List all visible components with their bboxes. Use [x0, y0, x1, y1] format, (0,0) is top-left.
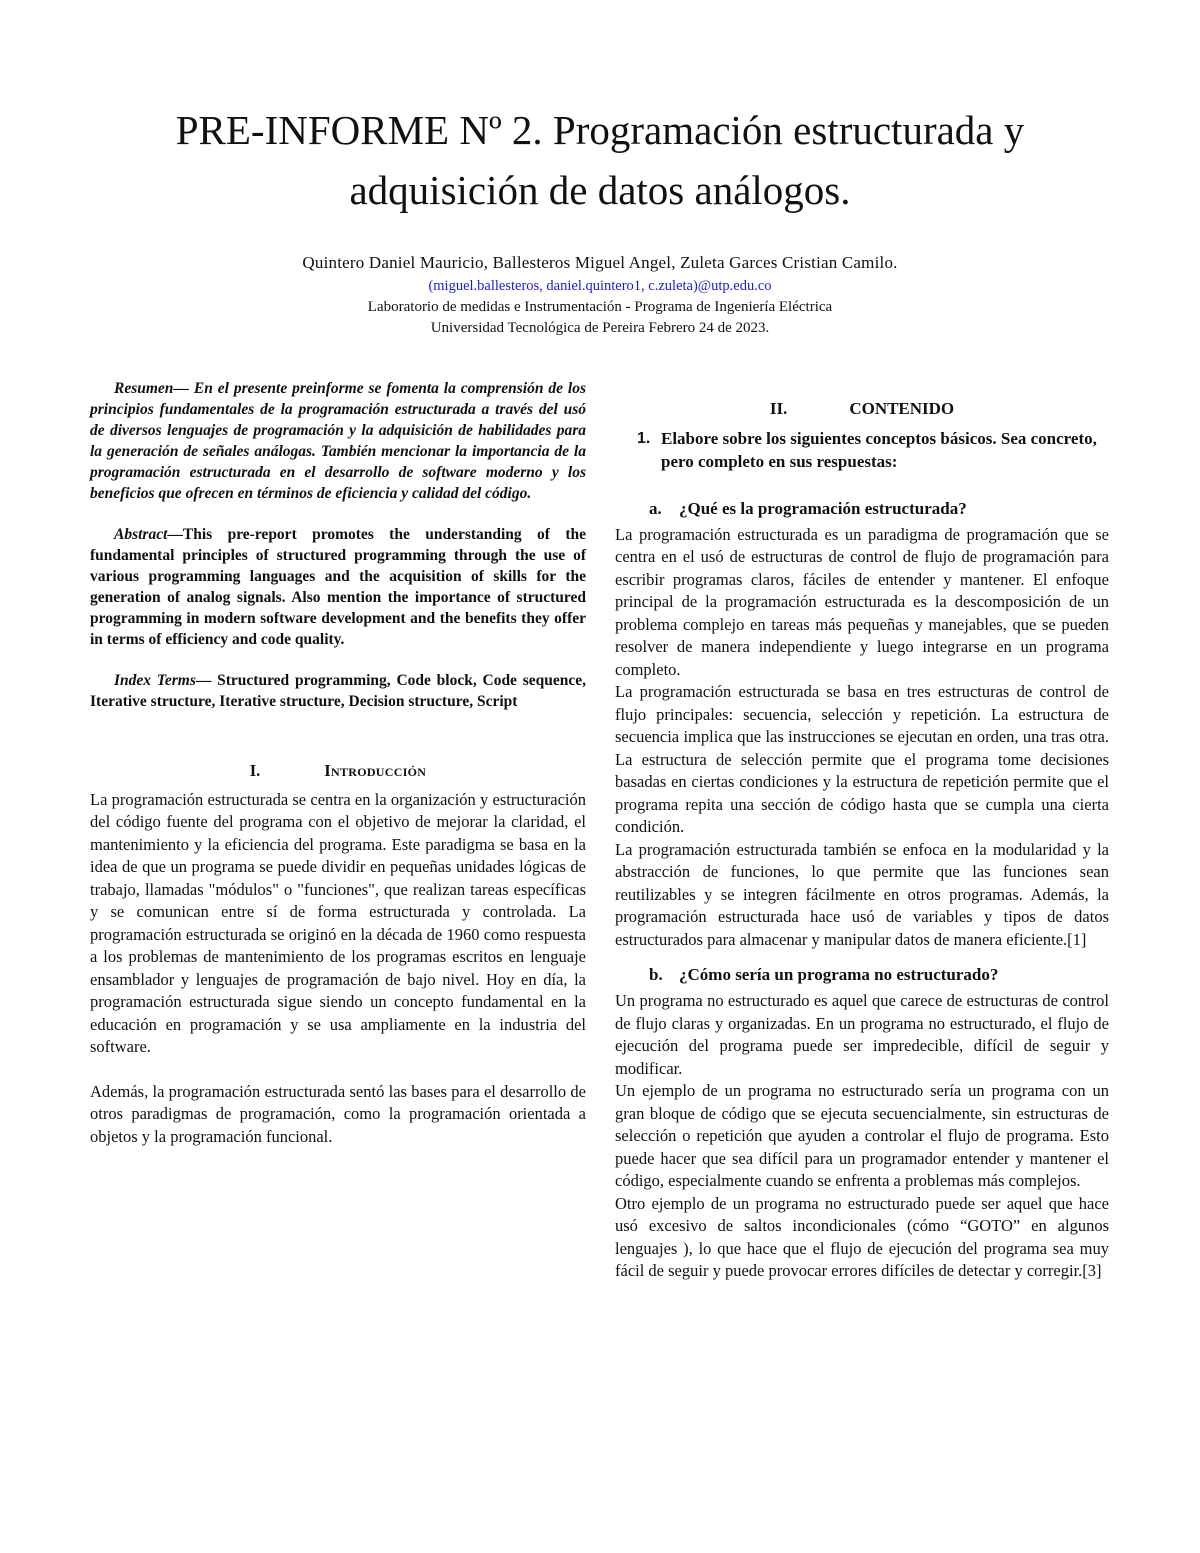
question-text: Elabore sobre los siguientes conceptos básicos. Sea concreto, pero completo en sus respuestas:: [661, 428, 1097, 471]
index-terms-text: — Structured programming, Code block, Code sequence, Iterative structure, Iterative structure, Decision structure, Script: [90, 672, 587, 710]
question-number: 1.: [637, 429, 651, 447]
university-line: Universidad Tecnológica de Pereira Febrero 24 de 2023.: [430, 320, 770, 336]
abstract-es-lead: Resumen—: [114, 380, 189, 397]
section-number: II.: [769, 399, 788, 418]
section-title: Introducción: [324, 761, 427, 780]
question-letter: a.: [649, 498, 662, 518]
intro-paragraph-1: La programación estructurada se centra en la organización y estructuración del código fuente del programa con el objetivo de mejorar la claridad, el mantenimiento y la eficiencia del programa. Este paradigma se basa en la idea de que un programa se puede dividir en pequeñas unidades lógicas de trabajo, llamadas "módulos" o "funciones", que realizan tareas específicas y se comunican entre sí de forma estructurada y controlada. La programación estructurada se originó en la década de 1960 como respuesta a los problemas de mantenimiento de los programas escritos en lenguaje ensamblador y lenguajes de programación de bajo nivel. Hoy en día, la programación estructurada sigue siendo un concepto fundamental en la educación en programación y se usa ampliamente en la industria del software.: [90, 789, 586, 1056]
question-b: [615, 963, 1109, 986]
spacer: [90, 712, 586, 760]
abstract-en-text: —This pre-report promotes the understanding of the fundamental principles of structured programming through the use of various programming languages and the acquisition of skills for the generation of analog signals. Also mention the importance of structured programming in modern software development and the benefits they offer in terms of efficiency and code quality.: [90, 526, 586, 648]
index-terms: [90, 670, 586, 712]
authors-line: Quintero Daniel Mauricio, Ballesteros Miguel Angel, Zuleta Garces Cristian Camilo.: [302, 253, 898, 272]
lab-line: Laboratorio de medidas e Instrumentación - Programa de Ingeniería Eléctrica: [367, 299, 833, 315]
left-column: [90, 378, 586, 1148]
section-heading-intro: [90, 760, 586, 783]
answer-a-paragraph-3: La programación estructurada también se enfoca en la modularidad y la abstracción de funciones, lo que permite que las funciones sean reutilizables y se integren fácilmente en otros programas. Además, la programación estructurada hace usó de variables y tipos de datos estructurados para almacenar y manipular datos de manera eficiente.[1]: [615, 839, 1109, 949]
answer-b-paragraph-2: Un ejemplo de un programa no estructurado sería un programa con un gran bloque de código que se ejecuta secuencialmente, sin estructuras de selección o repetición que ayuden a controlar el flujo de programa. Esto puede hacer que sea difícil para un programador entender y mantener el código, especialmente cuando se enfrenta a problemas más complejos.: [615, 1081, 1109, 1190]
intro-paragraph-2: Además, la programación estructurada sentó las bases para el desarrollo de otros paradigmas de programación, como la programación orientada a objetos y la programación funcional.: [90, 1081, 586, 1146]
spacer: [90, 650, 586, 670]
section-heading-contenido: [615, 398, 1109, 421]
answer-b-paragraph-1: Un programa no estructurado es aquel que carece de estructuras de control de flujo claras y organizadas. En un programa no estructurado, el flujo de ejecución del programa puede ser impredecible, difícil de seguir y modificar.: [615, 991, 1109, 1078]
title-line-2: adquisición de datos análogos.: [349, 167, 851, 213]
spacer: [90, 504, 586, 524]
answer-b-paragraph-3: Otro ejemplo de un programa no estructurado puede ser aquel que hace usó excesivo de saltos incondicionales (cómo “GOTO” en algunos lenguajes ), lo que hace que el flujo de ejecución del programa sea muy fácil de seguir y puede provocar errores difíciles de detectar y corregir.[3]: [615, 1193, 1109, 1280]
question-letter: b.: [649, 965, 663, 984]
answer-a-paragraph-1: La programación estructurada es un paradigma de programación que se centra en el usó de estructuras de control de flujo de programación para escribir programas claros, fáciles de entender y mantener. El enfoque principal de la programación estructurada es la descomposición de un problema complejo en tareas más pequeñas y manejables, que se pueden resolver de manera independiente y luego integrarse en un programa completo.: [615, 524, 1109, 679]
question-text: ¿Qué es la programación estructurada?: [679, 498, 967, 518]
page-title: [60, 100, 1140, 220]
question-1: [615, 427, 1109, 473]
question-text: ¿Cómo sería un programa no estructurado?: [679, 965, 999, 984]
question-a: [615, 497, 1109, 520]
abstract-english: [90, 524, 586, 650]
abstract-en-lead: Abstract: [114, 526, 168, 543]
right-column: [615, 398, 1109, 1283]
section-number: I.: [249, 761, 261, 780]
abstract-spanish: [90, 378, 586, 504]
section-title: CONTENIDO: [849, 399, 955, 418]
emails-link[interactable]: (miguel.ballesteros, daniel.quintero1, c.zuleta)@utp.edu.co: [428, 278, 772, 294]
abstract-es-text: En el presente preinforme se fomenta la comprensión de los principios fundamentales de la programación estructurada a través del usó de diversos lenguajes de programación y la adquisición de habilidades para la generación de señales análogas. También mencionar la importancia de la programación estructurada en el desarrollo de software moderno y los beneficios que ofrecen en términos de eficiencia y calidad del código.: [90, 380, 586, 502]
title-line-1: PRE-INFORME Nº 2. Programación estructurada y: [175, 107, 1025, 153]
answer-a-paragraph-2: La programación estructurada se basa en tres estructuras de control de flujo principales: secuencia, selección y repetición. La estructura de secuencia implica que las instrucciones se ejecutan en orden, una tras otra. La estructura de selección permite que el programa tome decisiones basadas en ciertas condiciones y la estructura de repetición permite que el programa repita una sección de código hasta que se cumpla una cierta condición.: [615, 682, 1109, 836]
index-terms-lead: Index Terms: [114, 672, 196, 689]
